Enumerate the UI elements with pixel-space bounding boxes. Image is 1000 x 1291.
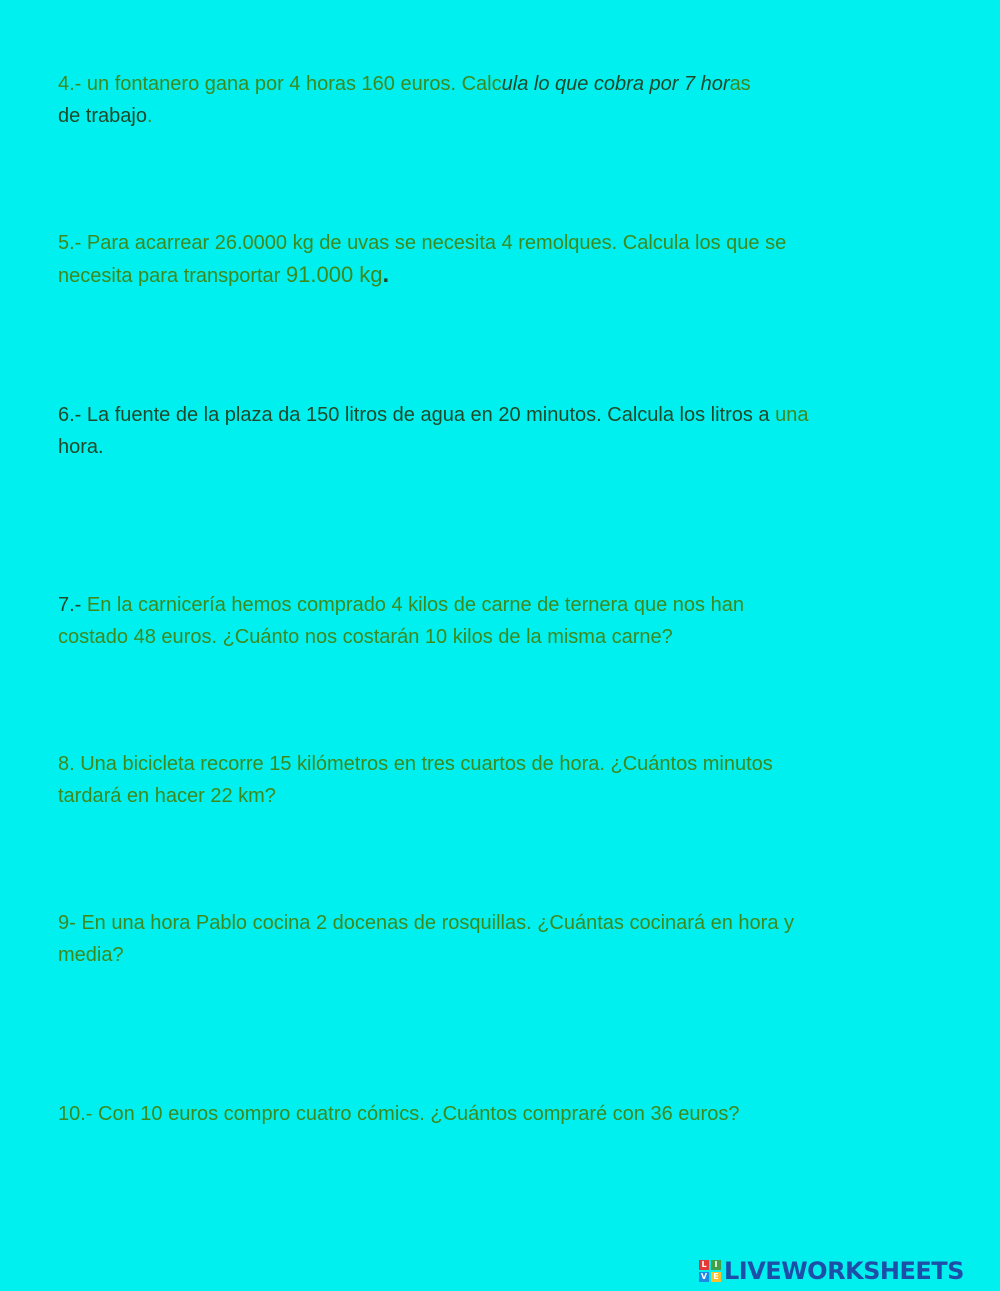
- logo-letter-v: V: [700, 1272, 708, 1281]
- problem-4-text-a: 4.- un fontanero gana por 4 horas 160 euros. Calc: [58, 73, 502, 95]
- problem-4-text-e: .: [146, 105, 153, 127]
- problem-6-text-a: 6.- La fuente de la plaza da 150 litros de agua en 20 minutos. Calcula los litros a: [58, 404, 776, 426]
- problem-7: [58, 589, 938, 653]
- problem-4-text-b: ula lo que cobra por 7 hor: [501, 73, 730, 95]
- problem-4-text-d: de trabajo: [58, 105, 147, 127]
- problem-4-text-c: as: [729, 73, 751, 95]
- brand-name: LIVEWORKSHEETS: [724, 1257, 964, 1285]
- problem-10: [58, 1098, 938, 1130]
- problem-5-line-2b: 91.000 kg: [285, 262, 383, 287]
- problem-7-text-c: ¿Cuánto nos costarán 10 kilos de la misma carne?: [222, 626, 673, 648]
- problem-4: [58, 68, 938, 132]
- logo-letter-l: L: [699, 1260, 709, 1270]
- problem-5-line-1: 5.- Para acarrear 26.0000 kg de uvas se necesita 4 remolques. Calcula los que se: [58, 232, 787, 254]
- problem-9-line-2: media?: [58, 944, 124, 966]
- problem-7-text-a: En la carnicería hemos comprado 4 kilos de carne de ternera que nos han: [81, 594, 744, 616]
- logo-icon: [699, 1260, 721, 1282]
- problem-8-line-1: 8. Una bicicleta recorre 15 kilómetros en tres cuartos de hora. ¿Cuántos minutos: [58, 753, 773, 775]
- problem-10-line-1: 10.- Con 10 euros compro cuatro cómics. ¿Cuántos compraré con 36 euros?: [58, 1103, 740, 1125]
- problem-9-line-1: 9- En una hora Pablo cocina 2 docenas de rosquillas. ¿Cuántas cocinará en hora y: [58, 912, 795, 934]
- liveworksheets-logo[interactable]: [699, 1258, 964, 1284]
- problem-6-text-b: una: [775, 404, 809, 426]
- problem-9: [58, 907, 938, 971]
- problem-6: [58, 399, 938, 463]
- logo-letter-i: I: [711, 1260, 721, 1270]
- problem-8-line-2: tardará en hacer 22 km?: [58, 785, 276, 807]
- logo-letter-e: E: [711, 1272, 721, 1282]
- problem-7-text-b: costado 48 euros.: [58, 626, 223, 648]
- problem-6-text-c: hora.: [58, 436, 104, 458]
- problem-5: [58, 227, 938, 292]
- problem-5-line-2c: .: [382, 261, 390, 288]
- problem-5-line-2a: necesita para transportar: [58, 265, 286, 287]
- problem-8: [58, 748, 938, 812]
- problem-7-label: 7.-: [58, 594, 82, 616]
